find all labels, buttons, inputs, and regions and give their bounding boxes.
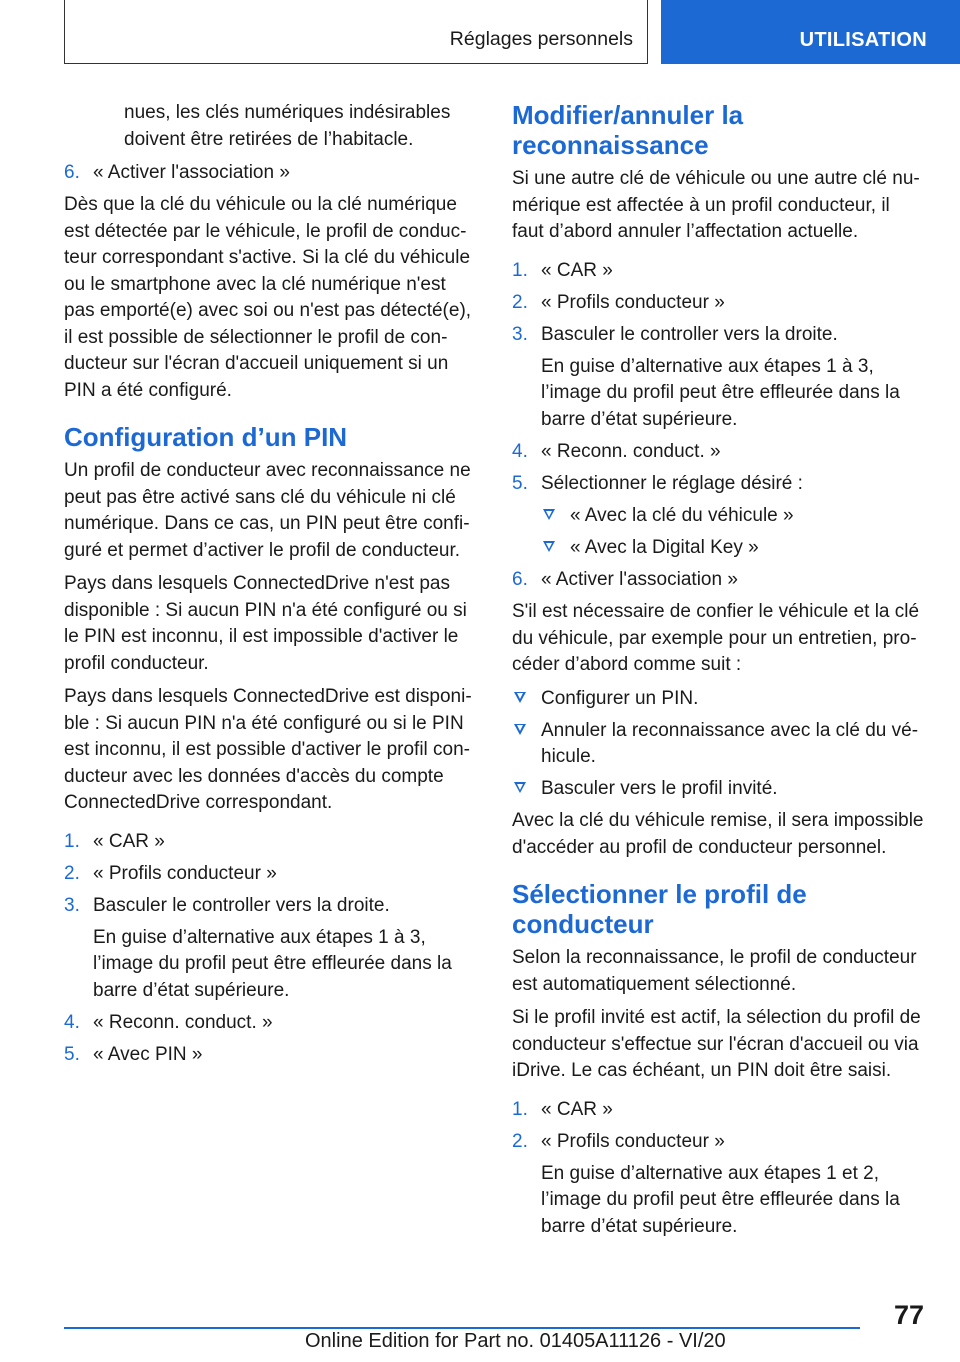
paragraph: Dès que la clé du véhicule ou la clé numérique est détectée par le véhicule, le profil de conducteur correspondant s'active. Si la clé du véhicule ou le smartphone avec la clé numérique n'est pas emporté(e) avec soi ou n'est pas détecté(e), il est possible de sélectionner le profil de conducteur sur l'écran d'accueil uniquement si un PIN a été configuré. (64, 194, 472, 401)
chapter-title: UTILISATION (799, 29, 927, 51)
section-tab (64, 0, 648, 64)
step-2 (512, 1129, 926, 1156)
option-bullet (512, 535, 926, 562)
step-number: 4. (512, 441, 528, 462)
triangle-bullet-icon (543, 541, 555, 552)
paragraph: Pays dans lesquels ConnectedDrive n'est pas disponible : Si aucun PIN n'a été configuré ou si le PIN est inconnu, il est impossible d'activer le profil conducteur. (64, 573, 467, 674)
footer-rule (64, 1327, 860, 1329)
paragraph: Si le profil invité est actif, la sélection du profil de conducteur s'effectue sur l'écran d'accueil ou via iDrive. Le cas échéant, un PIN doit être saisi. (512, 1007, 921, 1081)
step-number: 6. (512, 569, 528, 590)
paragraph: Un profil de conducteur avec reconnaissance ne peut pas être activé sans clé du véhicule ni clé numérique. Dans ce cas, un PIN peut être configuré et permet d’activer le profil de conducteur. (64, 460, 471, 561)
section-title: Réglages personnels (449, 28, 633, 50)
step-number: 1. (512, 259, 528, 281)
option-text: « Avec la Digital Key » (570, 537, 759, 558)
paragraph: S'il est nécessaire de confier le véhicule et la clé du véhicule, par exemple pour un entretien, procéder d’abord comme suit : (512, 601, 920, 675)
right-column (512, 100, 926, 1246)
step-text: « CAR » (93, 830, 165, 852)
bullet-item (512, 718, 926, 771)
paragraph: Pays dans lesquels ConnectedDrive est disponible : Si aucun PIN n'a été configuré ou si le PIN est inconnu, il est possible d'activer le profil conducteur avec les données d'accès du compte ConnectedDrive correspondant. (64, 686, 472, 813)
heading-pin-configuration: Configuration d’un PIN (64, 422, 348, 452)
option-text: « Avec la clé du véhicule » (570, 505, 794, 526)
page-number: 77 (894, 1300, 925, 1330)
chapter-tab (661, 0, 960, 64)
step-3 (64, 893, 476, 920)
step-5 (64, 1042, 476, 1069)
bullet-item (512, 776, 926, 803)
step-note: En guise d’alternative aux étapes 1 et 2, l’image du profil peut être effleurée dans la barre d’état supérieure. (541, 1162, 900, 1237)
step-number: 1. (512, 1098, 528, 1120)
option-bullet (512, 503, 926, 530)
step-text: « CAR » (541, 1098, 613, 1120)
step-4 (64, 1010, 476, 1037)
bullet-text: Annuler la reconnaissance avec la clé du véhicule. (541, 719, 919, 767)
step-2 (64, 861, 476, 888)
step-4 (512, 439, 926, 466)
step-note: En guise d’alternative aux étapes 1 à 3, l’image du profil peut être effleurée dans la barre d’état supérieure. (93, 926, 452, 1001)
heading-modify-recognition: Modifier/annuler la reconnaissance (512, 100, 744, 160)
step-text: « Profils conducteur » (541, 291, 725, 313)
step-number: 6. (64, 162, 80, 183)
step-note: En guise d’alternative aux étapes 1 à 3, l’image du profil peut être effleurée dans la barre d’état supérieure. (541, 355, 900, 430)
step-number: 5. (64, 1044, 80, 1065)
step-5 (512, 471, 926, 498)
step-text: Sélectionner le réglage désiré : (541, 473, 803, 494)
bullet-item (512, 686, 926, 713)
triangle-bullet-icon (514, 724, 526, 735)
step-number: 3. (64, 894, 80, 916)
paragraph: Selon la reconnaissance, le profil de conducteur est automatiquement sélectionné. (512, 947, 917, 995)
step-text: « Activer l'association » (93, 162, 290, 183)
step-6 (512, 567, 926, 594)
step-text: « Profils conducteur » (541, 1130, 725, 1152)
step-1 (64, 829, 476, 856)
bullet-text: Configurer un PIN. (541, 687, 699, 709)
step-text: « CAR » (541, 259, 613, 281)
step-text: Basculer le controller vers la droite. (93, 894, 390, 916)
triangle-bullet-icon (514, 692, 526, 703)
step-text: Basculer le controller vers la droite. (541, 323, 838, 345)
step-1 (512, 1097, 926, 1124)
step-2 (512, 290, 926, 317)
step-3 (512, 322, 926, 349)
paragraph: Avec la clé du véhicule remise, il sera impossible d'accéder au profil de conducteur personnel. (512, 810, 924, 858)
step-text: « Reconn. conduct. » (541, 441, 721, 462)
step-number: 4. (64, 1012, 80, 1033)
triangle-bullet-icon (514, 782, 526, 793)
step-text: « Avec PIN » (93, 1044, 203, 1065)
step-text: « Profils conducteur » (93, 862, 277, 884)
paragraph: Si une autre clé de véhicule ou une autre clé numérique est affectée à un profil conducteur, il faut d’abord annuler l’affectation actuelle. (512, 168, 920, 242)
page-header (0, 0, 960, 66)
step-number: 1. (64, 830, 80, 852)
triangle-bullet-icon (543, 509, 555, 520)
continued-text: nues, les clés numériques indésirables doivent être retirées de l’habitacle. (124, 102, 451, 150)
step-number: 5. (512, 473, 528, 494)
heading-select-profile: Sélectionner le profil de conducteur (512, 879, 807, 939)
step-6 (64, 160, 476, 187)
step-text: « Reconn. conduct. » (93, 1012, 273, 1033)
left-column (64, 100, 476, 1074)
step-number: 2. (512, 1130, 528, 1152)
step-1 (512, 258, 926, 285)
step-number: 3. (512, 323, 528, 345)
step-number: 2. (64, 862, 80, 884)
step-number: 2. (512, 291, 528, 313)
step-text: « Activer l'association » (541, 569, 738, 590)
bullet-text: Basculer vers le profil invité. (541, 778, 778, 799)
footer-edition: Online Edition for Part no. 01405A11126 - VI/20 (305, 1330, 726, 1352)
